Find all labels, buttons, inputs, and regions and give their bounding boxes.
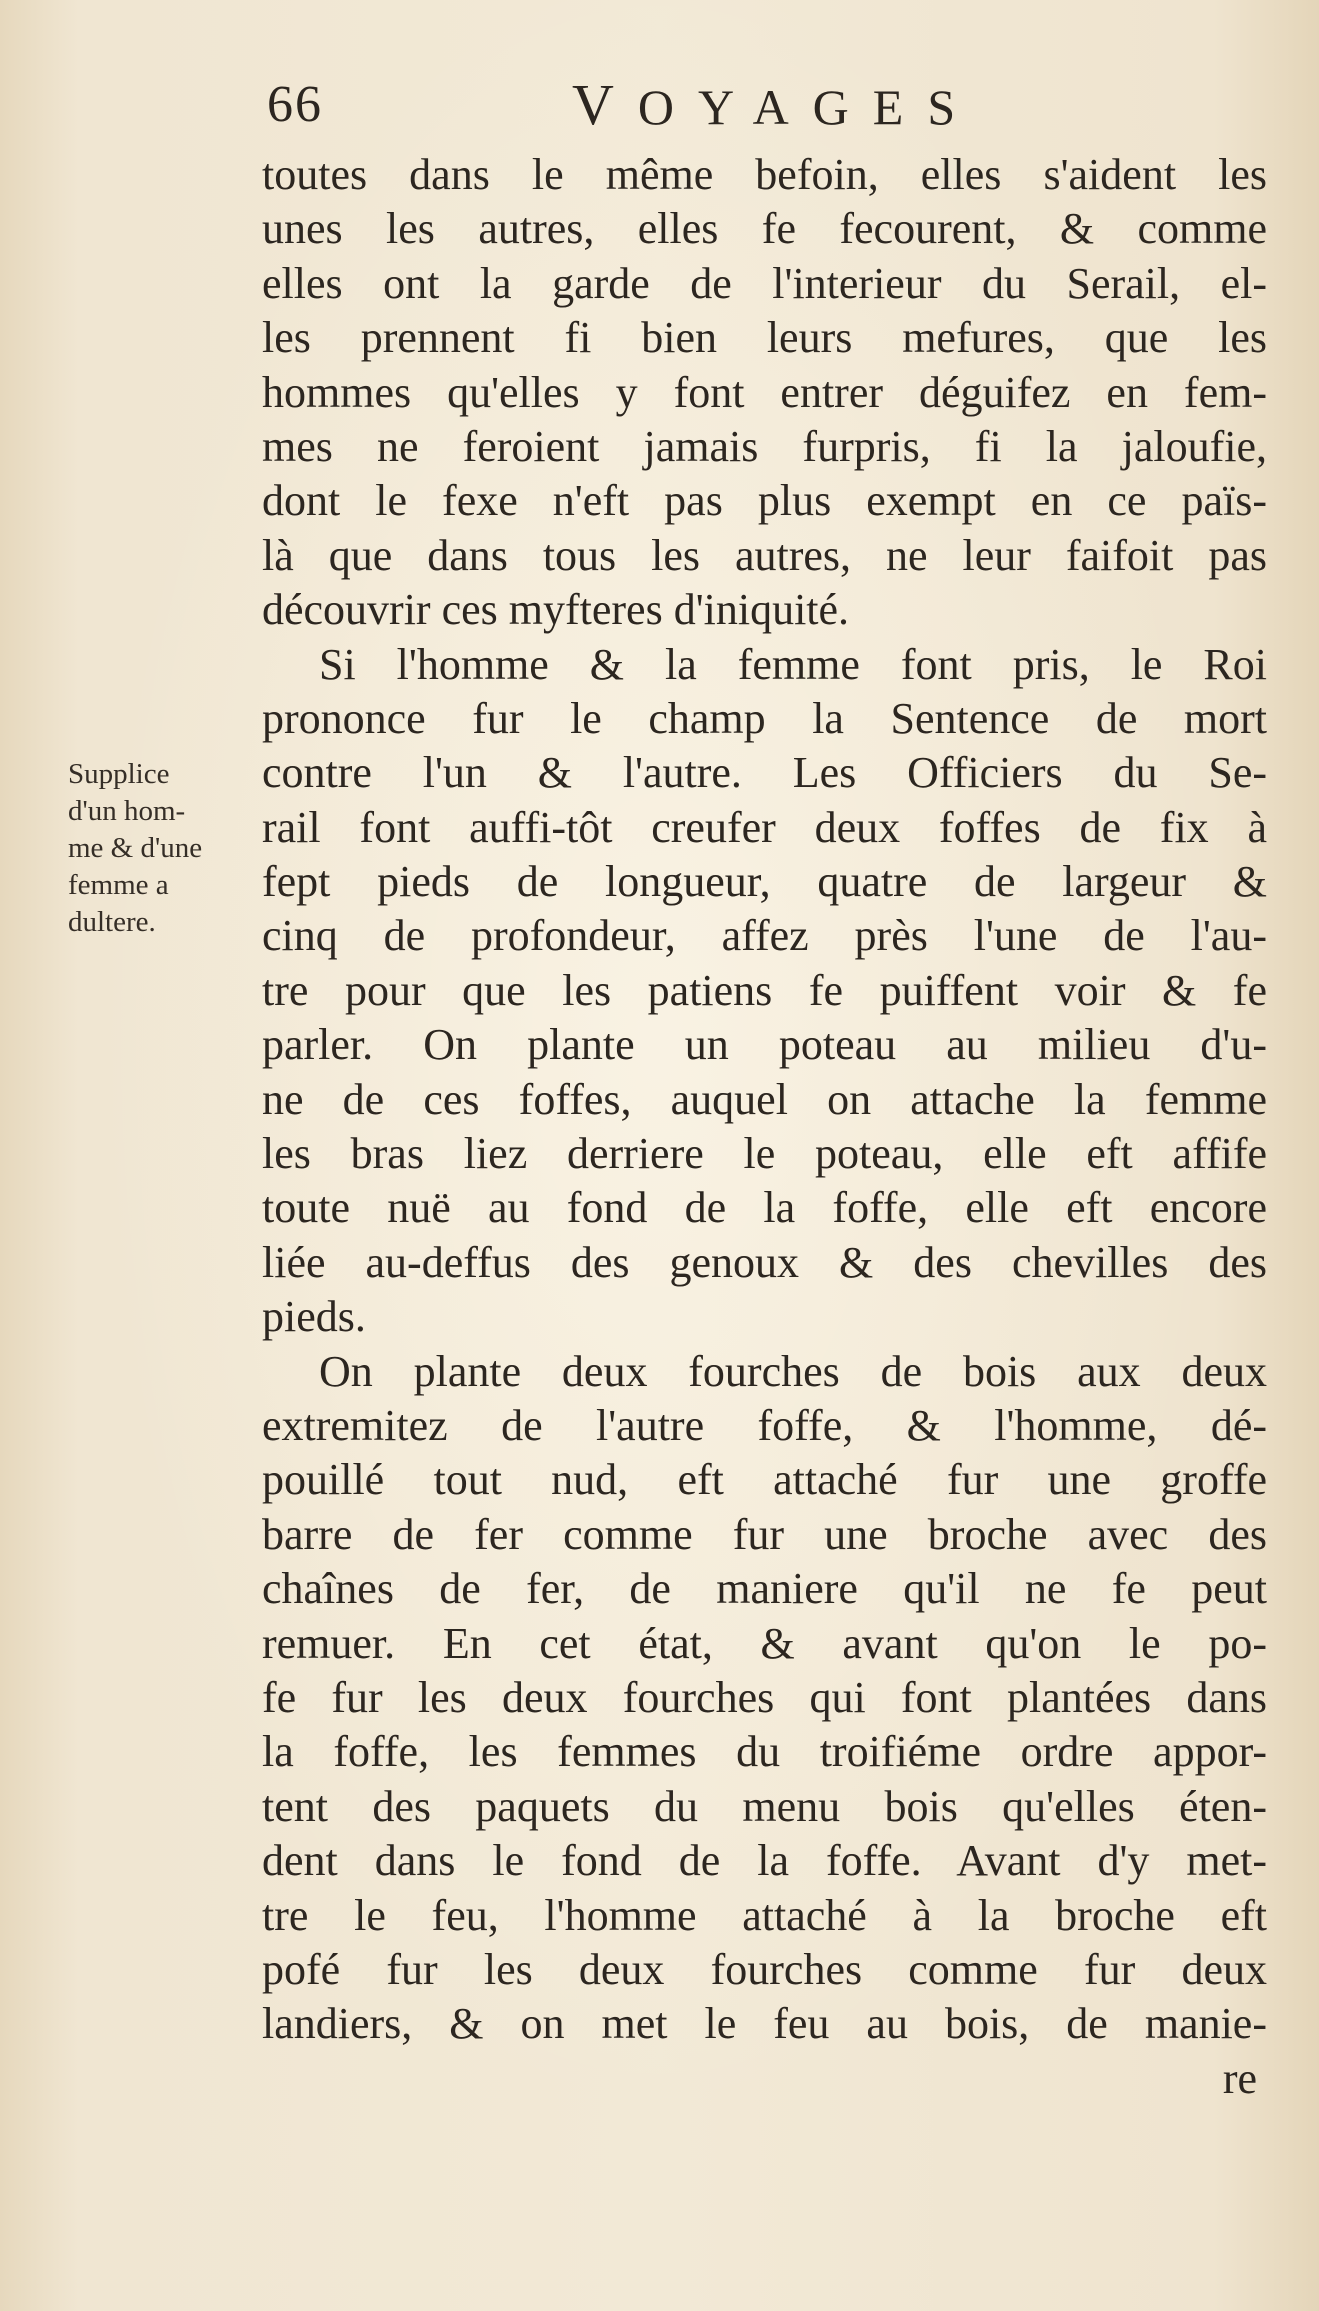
text-line: parler. On plante un poteau au milieu d'u- <box>262 1020 1267 1070</box>
paragraph-start-line: On plante deux fourches de bois aux deux <box>319 1346 1267 1396</box>
text-line: pieds. <box>262 1292 366 1342</box>
text-line: pouillé tout nud, eft attaché fur une groffe <box>262 1455 1267 1505</box>
text-line: mes ne feroient jamais furpris, fi la jaloufie, <box>262 421 1267 471</box>
text-line: les bras liez derriere le poteau, elle eft affife <box>262 1129 1267 1179</box>
margin-note-line: me & d'une <box>68 832 203 864</box>
text-line: chaînes de fer, de maniere qu'il ne fe peut <box>262 1564 1267 1614</box>
body-text <box>262 148 1267 2106</box>
text-line: unes les autres, elles fe fecourent, & comme <box>262 204 1267 254</box>
text-line: tent des paquets du menu bois qu'elles éten- <box>262 1781 1267 1831</box>
margin-note-line: Supplice <box>68 758 170 790</box>
paragraph-start-line: Si l'homme & la femme font pris, le Roi <box>319 639 1267 689</box>
text-line: les prennent fi bien leurs mefures, que les <box>262 313 1267 363</box>
catchword: re <box>1222 2053 1257 2103</box>
text-line: prononce fur le champ la Sentence de mort <box>262 693 1267 743</box>
running-title-initial: V <box>572 72 638 137</box>
text-line: barre de fer comme fur une broche avec des <box>262 1509 1267 1559</box>
text-line: hommes qu'elles y font entrer déguifez en fem- <box>262 367 1267 417</box>
margin-note <box>68 756 258 941</box>
text-line: fept pieds de longueur, quatre de largeur & <box>262 857 1267 907</box>
text-line: ne de ces foffes, auquel on attache la femme <box>262 1074 1267 1124</box>
text-line: toutes dans le même befoin, elles s'aident les <box>262 150 1267 199</box>
text-line: extremitez de l'autre foffe, & l'homme, dé- <box>262 1400 1267 1450</box>
text-line: la foffe, les femmes du troifiéme ordre appor- <box>262 1727 1267 1777</box>
running-title <box>572 70 979 142</box>
text-line: fe fur les deux fourches qui font plantées dans <box>262 1672 1267 1722</box>
text-line: tre le feu, l'homme attaché à la broche eft <box>262 1890 1267 1940</box>
text-line: liée au-deffus des genoux & des chevilles des <box>262 1237 1267 1287</box>
text-line: landiers, & on met le feu au bois, de manie- <box>262 1999 1267 2049</box>
page-number: 66 <box>267 76 323 133</box>
margin-note-line: femme a <box>68 869 169 901</box>
text-line: tre pour que les patiens fe puiffent voir & fe <box>262 965 1267 1015</box>
text-line: découvrir ces myfteres d'iniquité. <box>262 585 850 635</box>
text-line: toute nuë au fond de la foffe, elle eft encore <box>262 1183 1267 1233</box>
text-line: là que dans tous les autres, ne leur faifoit pas <box>262 530 1267 580</box>
text-line: pofé fur les deux fourches comme fur deux <box>262 1944 1267 1994</box>
text-line: rail font auffi-tôt creufer deux foffes de fix à <box>262 802 1267 852</box>
text-line: remuer. En cet état, & avant qu'on le po- <box>262 1618 1267 1668</box>
text-line: dont le fexe n'eft pas plus exempt en ce païs- <box>262 476 1267 526</box>
margin-note-line: d'un hom- <box>68 795 186 827</box>
text-line: contre l'un & l'autre. Les Officiers du Se- <box>262 748 1267 798</box>
text-line: dent dans le fond de la foffe. Avant d'y met- <box>262 1836 1267 1886</box>
text-line: elles ont la garde de l'interieur du Serail, el- <box>262 258 1267 308</box>
page-header <box>262 70 1002 140</box>
margin-note-line: dultere. <box>68 906 156 938</box>
running-title-rest: OYAGES <box>637 79 980 135</box>
text-line: cinq de profondeur, affez près l'une de l'au- <box>262 911 1267 961</box>
